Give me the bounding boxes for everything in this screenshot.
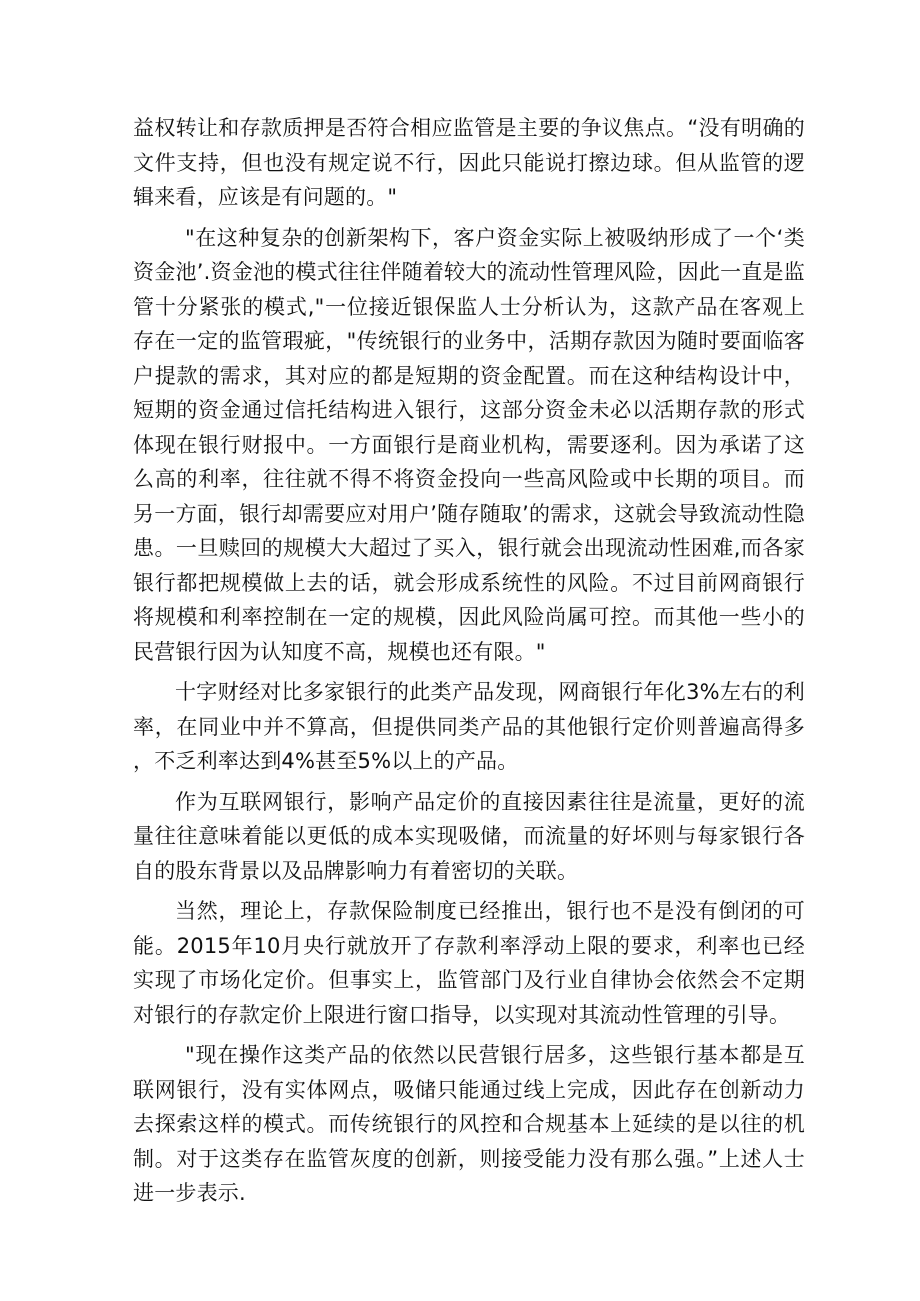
article-body — [133, 111, 805, 1211]
paragraph-6: "现在操作这类产品的依然以民营银行居多，这些银行基本都是互联网银行，没有实体网点，吸储只能通过线上完成，因此存在创新动力去探索这样的模式。而传统银行的风控和合规基本上延续的是以往的机制。对于这类存在监管灰度的创新，则接受能力没有那么强。”上述人士进一步表示. — [133, 1043, 805, 1205]
paragraph-4: 作为互联网银行，影响产品定价的直接因素往往是流量，更好的流量往往意味着能以更低的成本实现吸储，而流量的好坏则与每家银行各自的股东背景以及品牌影响力有着密切的关联。 — [133, 789, 805, 883]
paragraph-5: 当然，理论上，存款保险制度已经推出，银行也不是没有倒闭的可能。2015年10月央行就放开了存款利率浮动上限的要求，利率也已经实现了市场化定价。但事实上，监管部门及行业自律协会依然会不定期对银行的存款定价上限进行窗口指导，以实现对其流动性管理的引导。 — [133, 899, 805, 1027]
paragraph-3: 十字财经对比多家银行的此类产品发现，网商银行年化3%左右的利率，在同业中并不算高，但提供同类产品的其他银行定价则普遍高得多，不乏利率达到4%甚至5%以上的产品。 — [133, 680, 805, 773]
paragraph-2: "在这种复杂的创新架构下，客户资金实际上被吸纳形成了一个‘类资金池’.资金池的模式往往伴随着较大的流动性管理风险，因此一直是监管十分紧张的模式,"一位接近银保监人士分析认为，这款产品在客观上存在一定的监管瑕疵，"传统银行的业务中，活期存款因为随时要面临客户提款的需求，其对应的都是短期的资金配置。而在这种结构设计中，短期的资金通过信托结构进入银行，这部分资金未必以活期存款的形式体现在银行财报中。一方面银行是商业机构，需要逐利。因为承诺了这么高的利率，往往就不得不将资金投向一些高风险或中长期的项目。而另一方面，银行却需要应对用户’随存随取’的需求，这就会导致流动性隐患。一旦赎回的规模大大超过了买入，银行就会出现流动性困难,而各家银行都把规模做上去的话，就会形成系统性的风险。不过目前网商银行将规模和利率控制在一定的规模，因此风险尚属可控。而其他一些小的民营银行因为认知度不高，规模也还有限。" — [133, 225, 805, 664]
paragraph-1: 益权转让和存款质押是否符合相应监管是主要的争议焦点。“没有明确的文件支持，但也没有规定说不行，因此只能说打擦边球。但从监管的逻辑来看，应该是有问题的。" — [133, 116, 805, 209]
